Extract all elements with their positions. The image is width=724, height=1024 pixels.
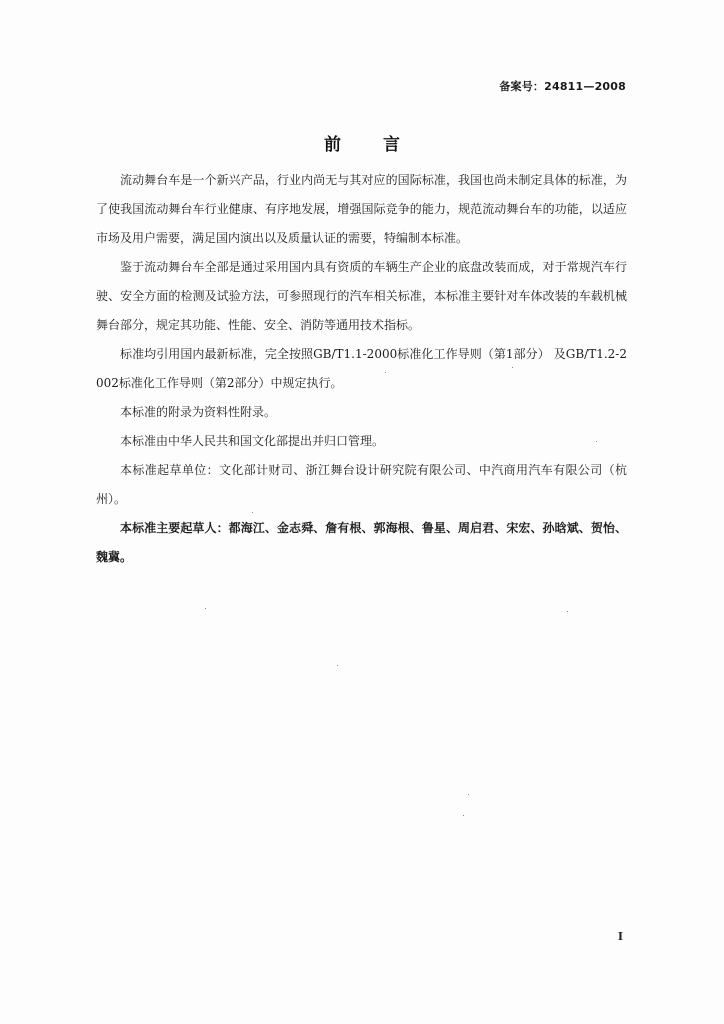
- record-number: 备案号：24811—2008: [499, 80, 626, 93]
- scan-speck: [385, 372, 386, 373]
- page-title: 前言: [324, 135, 442, 155]
- scan-speck: [252, 512, 253, 513]
- paragraph-drafting-units: 本标准起草单位：文化部计财司、浙江舞台设计研究院有限公司、中汽商用汽车有限公司（杭州）。: [96, 463, 627, 506]
- scan-speck: [337, 665, 338, 666]
- foreword-body: [96, 166, 627, 572]
- paragraph-references: 标准均引用国内最新标准，完全按照GB/T1.1-2000标准化工作导则（第1部分） 及GB/T1.2-2002标准化工作导则（第2部分）中规定执行。: [96, 347, 627, 390]
- paragraph-appendix: 本标准的附录为资料性附录。: [120, 405, 277, 419]
- scan-speck: [463, 815, 464, 816]
- page-number: I: [617, 930, 623, 943]
- scan-speck: [567, 611, 568, 612]
- scan-speck: [205, 608, 206, 609]
- paragraph-scope: 鉴于流动舞台车全部是通过采用国内具有资质的车辆生产企业的底盘改装而成，对于常规汽车行驶、安全方面的检测及试验方法，可参照现行的汽车相关标准，本标准主要针对车体改装的车载机械舞台部分，规定其功能、性能、安全、消防等通用技术指标。: [96, 260, 627, 332]
- scan-speck: [468, 794, 469, 795]
- paragraph-drafters: 本标准主要起草人：都海江、金志舜、詹有根、郭海根、鲁星、周启君、宋宏、孙晗斌、贺怡、魏冀。: [96, 521, 627, 564]
- paragraph-authority: 本标准由中华人民共和国文化部提出并归口管理。: [120, 434, 385, 448]
- scan-speck: [596, 441, 597, 442]
- paragraph-intro: 流动舞台车是一个新兴产品，行业内尚无与其对应的国际标准，我国也尚未制定具体的标准，为了使我国流动舞台车行业健康、有序地发展，增强国际竞争的能力，规范流动舞台车的功能，以适应市场及用户需要，满足国内演出以及质量认证的需要，特编制本标准。: [96, 173, 627, 245]
- scan-speck: [512, 367, 513, 368]
